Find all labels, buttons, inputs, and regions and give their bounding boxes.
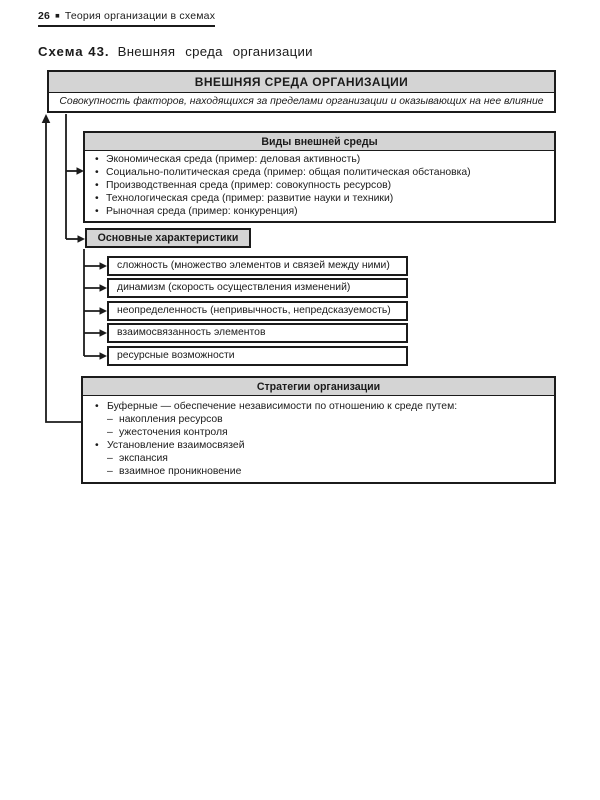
characteristic-item-box: неопределенность (непривычность, непредсказуемость) — [107, 301, 408, 321]
list-item — [95, 205, 546, 218]
bullet-icon: • — [95, 193, 99, 204]
environment-types-list — [85, 151, 554, 221]
dash-icon: – — [107, 427, 113, 438]
running-head — [38, 10, 215, 27]
running-head-title: Теория организации в схемах — [64, 10, 216, 22]
list-item-text: Технологическая среда (пример: развитие науки и техники) — [106, 193, 394, 204]
schema-caption — [38, 44, 313, 59]
list-item-text: взаимное проникновение — [119, 466, 242, 477]
bullet-icon: • — [95, 180, 99, 191]
bullet-icon: • — [95, 206, 99, 217]
list-item — [107, 426, 546, 439]
bullet-icon: • — [95, 167, 99, 178]
external-environment-definition: Совокупность факторов, находящихся за пределами организации и оказывающих на нее влияние — [59, 96, 544, 107]
external-environment-title: ВНЕШНЯЯ СРЕДА ОРГАНИЗАЦИИ — [49, 72, 554, 93]
list-item-text: накопления ресурсов — [119, 414, 223, 425]
square-bullet-icon: ■ — [55, 11, 60, 20]
environment-types-box — [83, 131, 556, 223]
characteristic-item-box: динамизм (скорость осуществления изменений) — [107, 278, 408, 298]
characteristic-item-box: сложность (множество элементов и связей между ними) — [107, 256, 408, 276]
list-item — [107, 465, 546, 478]
list-item-text: Установление взаимосвязей — [107, 440, 245, 451]
dash-icon: – — [107, 466, 113, 477]
bullet-icon: • — [95, 154, 99, 165]
list-item-text: Экономическая среда (пример: деловая активность) — [106, 154, 361, 165]
strategies-list — [83, 396, 554, 482]
list-item-text: Рыночная среда (пример: конкуренция) — [106, 206, 298, 217]
list-item — [95, 439, 546, 452]
external-environment-box — [47, 70, 556, 113]
dash-icon: – — [107, 453, 113, 464]
bullet-icon: • — [95, 440, 99, 451]
arrow-right-icon — [100, 352, 108, 360]
environment-types-title: Виды внешней среды — [85, 133, 554, 151]
arrow-right-icon — [78, 235, 86, 243]
schema-title: Внешняя среда организации — [117, 44, 313, 59]
list-item — [95, 179, 546, 192]
list-item-text: Социально-политическая среда (пример: общая политическая обстановка) — [106, 167, 471, 178]
schema-number: Схема 43. — [38, 44, 110, 59]
arrow-right-icon — [100, 307, 108, 315]
arrow-up-icon — [42, 114, 51, 123]
list-item — [95, 153, 546, 166]
characteristics-title-box: Основные характеристики — [85, 228, 251, 248]
arrow-right-icon — [100, 284, 108, 292]
list-item-text: ужесточения контроля — [119, 427, 228, 438]
arrow-right-icon — [100, 329, 108, 337]
list-item-text: экспансия — [119, 453, 168, 464]
list-item — [95, 192, 546, 205]
list-item-text: Производственная среда (пример: совокупность ресурсов) — [106, 180, 392, 191]
feedback-connector-line — [46, 121, 81, 422]
list-item — [95, 400, 546, 413]
list-item — [107, 452, 546, 465]
list-item — [107, 413, 546, 426]
arrow-right-icon — [100, 262, 108, 270]
page-number: 26 — [38, 10, 51, 22]
strategies-title: Стратегии организации — [83, 378, 554, 396]
strategies-box — [81, 376, 556, 484]
characteristic-item-box: взаимосвязанность элементов — [107, 323, 408, 343]
characteristic-item-box: ресурсные возможности — [107, 346, 408, 366]
list-item — [95, 166, 546, 179]
dash-icon: – — [107, 414, 113, 425]
list-item-text: Буферные — обеспечение независимости по отношению к среде путем: — [107, 401, 458, 412]
bullet-icon: • — [95, 401, 99, 412]
